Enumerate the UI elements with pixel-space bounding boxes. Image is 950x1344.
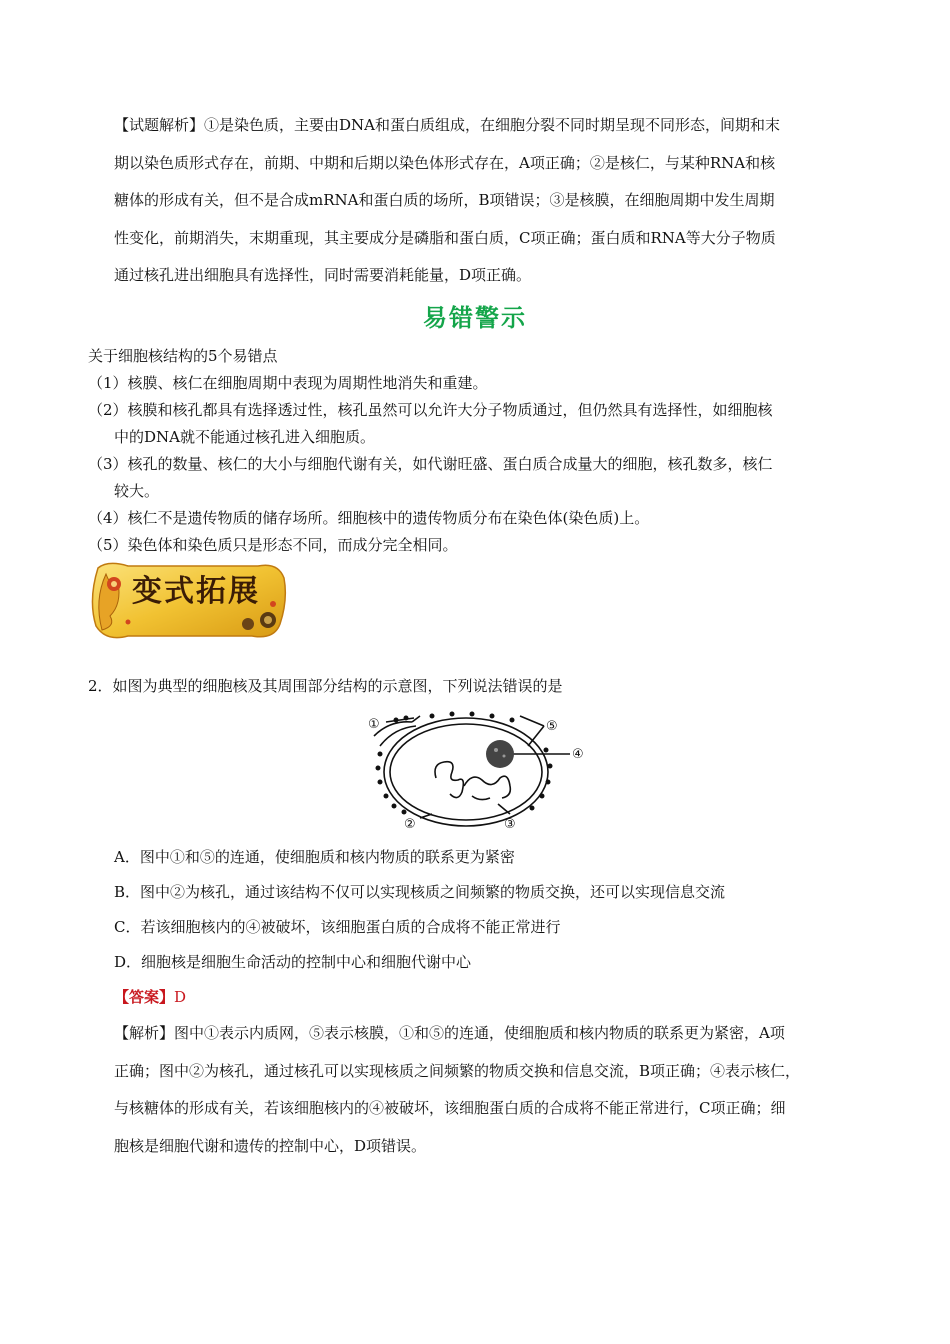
explanation-line: 【解析】图中①表示内质网，⑤表示核膜，①和⑤的连通，使细胞质和核内物质的联系更为紧密，A项 — [114, 1024, 785, 1042]
option-c: C．若该细胞核内的④被破坏，该细胞蛋白质的合成将不能正常进行 — [114, 918, 561, 936]
explanation-line: 胞核是细胞代谢和遗传的控制中心，D项错误。 — [114, 1136, 427, 1155]
section-title: 易错警示 — [423, 303, 527, 332]
analysis-line: 【试题解析】①是染色质，主要由DNA和蛋白质组成，在细胞分裂不同时期呈现不同形态，间期和末 — [114, 116, 780, 134]
analysis-line: 通过核孔进出细胞具有选择性，同时需要消耗能量，D项正确。 — [114, 266, 532, 284]
answer-label: 【答案】 — [114, 988, 175, 1006]
analysis-paragraph — [114, 107, 780, 295]
analysis-line: 性变化，前期消失，末期重现，其主要成分是磷脂和蛋白质，C项正确；蛋白质和RNA等大分子物质 — [114, 228, 776, 247]
warning-point: （4）核仁不是遗传物质的储存场所。细胞核中的遗传物质分布在染色体(染色质)上。 — [88, 509, 650, 527]
option-d: D．细胞核是细胞生命活动的控制中心和细胞代谢中心 — [114, 953, 472, 971]
warning-point: （2）核膜和核孔都具有选择透过性，核孔虽然可以允许大分子物质通过，但仍然具有选择性，如细胞核 — [88, 401, 773, 419]
nucleus-diagram — [360, 706, 600, 830]
diagram-label-2: ② — [404, 817, 416, 830]
warning-point: （3）核孔的数量、核仁的大小与细胞代谢有关，如代谢旺盛、蛋白质合成量大的细胞，核孔数多，核仁 — [88, 455, 773, 473]
warning-point: 较大。 — [114, 482, 160, 500]
diagram-label-3: ③ — [504, 817, 516, 830]
warning-point: （5）染色体和染色质只是形态不同，而成分完全相同。 — [88, 536, 458, 554]
explanation-paragraph — [114, 1015, 800, 1165]
question-stem: 2．如图为典型的细胞核及其周围部分结构的示意图，下列说法错误的是 — [88, 677, 563, 695]
analysis-line: 期以染色质形式存在，前期、中期和后期以染色体形式存在，A项正确；②是核仁，与某种RNA和核 — [114, 153, 776, 172]
warning-point: （1）核膜、核仁在细胞周期中表现为周期性地消失和重建。 — [88, 374, 488, 392]
diagram-label-4: ④ — [572, 747, 584, 762]
warning-intro: 关于细胞核结构的5个易错点 — [88, 347, 278, 365]
option-b: B．图中②为核孔，通过该结构不仅可以实现核质之间频繁的物质交换，还可以实现信息交流 — [114, 883, 726, 901]
explanation-line: 与核糖体的形成有关，若该细胞核内的④被破坏，该细胞蛋白质的合成将不能正常进行，C项正确；细 — [114, 1099, 786, 1117]
diagram-label-1: ① — [368, 717, 380, 732]
warning-point: 中的DNA就不能通过核孔进入细胞质。 — [114, 428, 375, 446]
banner-title: 变式拓展 — [132, 574, 260, 609]
option-a: A．图中①和⑤的连通，使细胞质和核内物质的联系更为紧密 — [114, 848, 515, 866]
diagram-label-5: ⑤ — [546, 719, 558, 734]
answer-value: D — [174, 988, 187, 1006]
explanation-line: 正确；图中②为核孔，通过核孔可以实现核质之间频繁的物质交换和信息交流，B项正确；④表示核仁， — [114, 1061, 801, 1080]
answer-line — [114, 985, 186, 1009]
analysis-line: 糖体的形成有关，但不是合成mRNA和蛋白质的场所，B项错误；③是核膜，在细胞周期中发生周期 — [114, 191, 775, 209]
